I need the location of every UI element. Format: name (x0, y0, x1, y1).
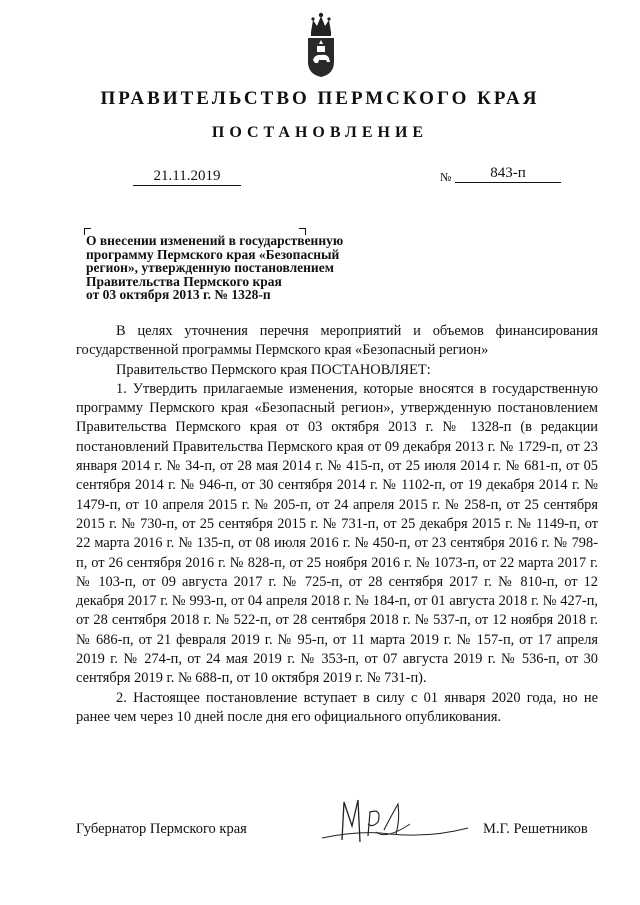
subject-line: программу Пермского края «Безопасный (86, 246, 340, 262)
subject-line: от 03 октября 2013 г. № 1328-п (86, 287, 271, 302)
resolves-paragraph: Правительство Пермского края ПОСТАНОВЛЯЕТ: (116, 361, 431, 378)
signer-name: М.Г. Решетников (483, 821, 588, 837)
preamble-paragraph: В целях уточнения перечня мероприятий и объемов финансирования государственной программы Пермского края «Безопасный регион» (76, 323, 598, 359)
perm-krai-coat-of-arms-icon (306, 10, 336, 78)
subject-line: регион», утвержденную постановлением (86, 260, 334, 275)
subject-line: О внесении изменений в государственную (86, 233, 344, 248)
document-type: ПОСТАНОВЛЕНИЕ (211, 124, 429, 141)
subject-line: Правительства Пермского края (86, 273, 282, 289)
item-2-paragraph: 2. Настоящее постановление вступает в силу с 01 января 2020 года, но не ранее чем через 10 дней после дня его официального опубликования. (76, 689, 598, 725)
handwritten-signature-icon (320, 790, 470, 850)
number-label: № (440, 170, 452, 184)
document-number: 843-п (455, 165, 561, 183)
document-subject (86, 234, 386, 302)
document-body (76, 322, 598, 727)
document-date: 21.11.2019 (133, 168, 241, 186)
item-1-paragraph: 1. Утвердить прилагаемые изменения, которые вносятся в государственную программу Пермского края «Безопасный регион», утвержденную постановлением Правительства Пермского края от 03 октября 2013 г. № 1328-п (в редакции постановлений Правительства Пермского края от 09 декабря 2013 г. № 1729-п, от 23 января 2014 г. № 34-п, от 28 мая 2014 г. № 415-п, от 25 июля 2014 г. № 681-п, от 05 сентября 2014 г. № 946-п, от 30 сентября 2014 г. № 1102-п, от 19 декабря 2014 г. № 1479-п, от 10 апреля 2015 г. № 205-п, от 24 апреля 2015 г. № 258-п, от 25 сентября 2015 г. № 730-п, от 25 сентября 2015 г. № 731-п, от 25 декабря 2015 г. № 1149-п, от 22 марта 2016 г. № 135-п, от 08 июля 2016 г. № 450-п, от 23 сентября 2016 г. № 798-п, от 26 сентября 2016 г. № 828-п, от 25 ноября 2016 г. № 1073-п, от 22 марта 2017 г. № 103-п, от 09 августа 2017 г. № 725-п, от 28 сентября 2017 г. № 810-п, от 12 декабря 2017 г. № 993-п, от 04 апреля 2018 г. № 184-п, от 01 августа 2018 г. № 427-п, от 28 сентября 2018 г. № 522-п, от 28 сентября 2018 г. № 537-п, от 12 ноября 2018 г. № 686-п, от 21 февраля 2019 г. № 95-п, от 11 марта 2019 г. № 157-п, от 17 апреля 2019 г. № 274-п, от 24 мая 2019 г. № 353-п, от 07 августа 2019 г. № 536-п, от 30 сентября 2019 г. № 688-п, от 10 октября 2019 г. № 731-п). (76, 380, 598, 687)
signer-position: Губернатор Пермского края (76, 821, 247, 837)
government-title: ПРАВИТЕЛЬСТВО ПЕРМСКОГО КРАЯ (100, 88, 540, 109)
